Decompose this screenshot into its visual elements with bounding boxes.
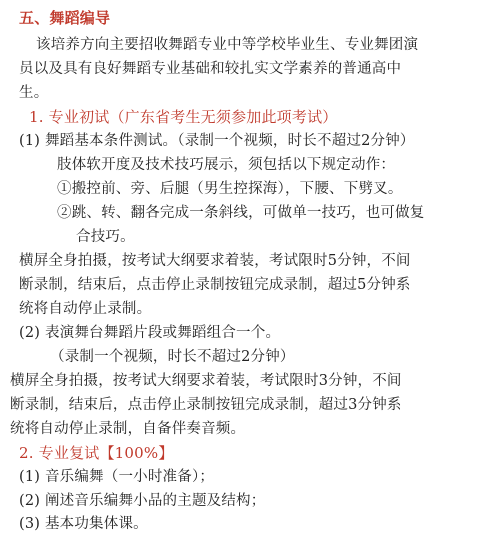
item1-line-5: 合技巧。 — [76, 229, 135, 245]
retest-item-3: (3) 基本功集体课。 — [19, 516, 148, 532]
retest-item-2: (2) 阐述音乐编舞小品的主题及结构； — [19, 493, 266, 509]
preliminary-heading: 1. 专业初试（广东省考生无须参加此项考试） — [29, 108, 338, 126]
item2-line-2: （录制一个视频，时长不超过2分钟） — [50, 349, 295, 365]
item1-note-line-2: 断录制，结束后，点击停止录制按钮完成录制，超过5分钟系 — [19, 277, 411, 293]
intro-line-2: 员以及具有良好舞蹈专业基础和较扎实文学素养的普通高中 — [19, 61, 402, 77]
intro-line-1: 该培养方向主要招收舞蹈专业中等学校毕业生、专业舞团演 — [36, 37, 419, 53]
retest-item-1: (1) 音乐编舞（一小时准备）； — [19, 469, 215, 485]
item1-line-2: 肢体软开度及技术技巧展示，须包括以下规定动作： — [57, 157, 396, 173]
item2-note-line-2: 断录制，结束后，点击停止录制按钮完成录制，超过3分钟系 — [10, 397, 402, 413]
intro-line-3: 生。 — [19, 85, 49, 101]
item2-note-line-3: 统将自动停止录制，自备伴奏音频。 — [10, 421, 246, 437]
item1-line-1: (1) 舞蹈基本条件测试。（录制一个视频，时长不超过2分钟） — [19, 133, 415, 149]
item2-note-line-1: 横屏全身拍摄，按考试大纲要求着装，考试限时3分钟，不间 — [10, 373, 402, 389]
item1-line-3: ①搬控前、旁、后腿（男生控探海），下腰、下劈叉。 — [57, 181, 403, 197]
section-title: 五、舞蹈编导 — [19, 9, 111, 27]
item2-line-1: (2) 表演舞台舞蹈片段或舞蹈组合一个。 — [19, 325, 281, 341]
item1-note-line-1: 横屏全身拍摄，按考试大纲要求着装，考试限时5分钟，不间 — [19, 253, 411, 269]
item1-note-line-3: 统将自动停止录制。 — [19, 301, 152, 317]
item1-line-4: ②跳、转、翻各完成一条斜线，可做单一技巧，也可做复 — [57, 205, 425, 221]
retest-heading: 2. 专业复试【100%】 — [19, 444, 174, 462]
